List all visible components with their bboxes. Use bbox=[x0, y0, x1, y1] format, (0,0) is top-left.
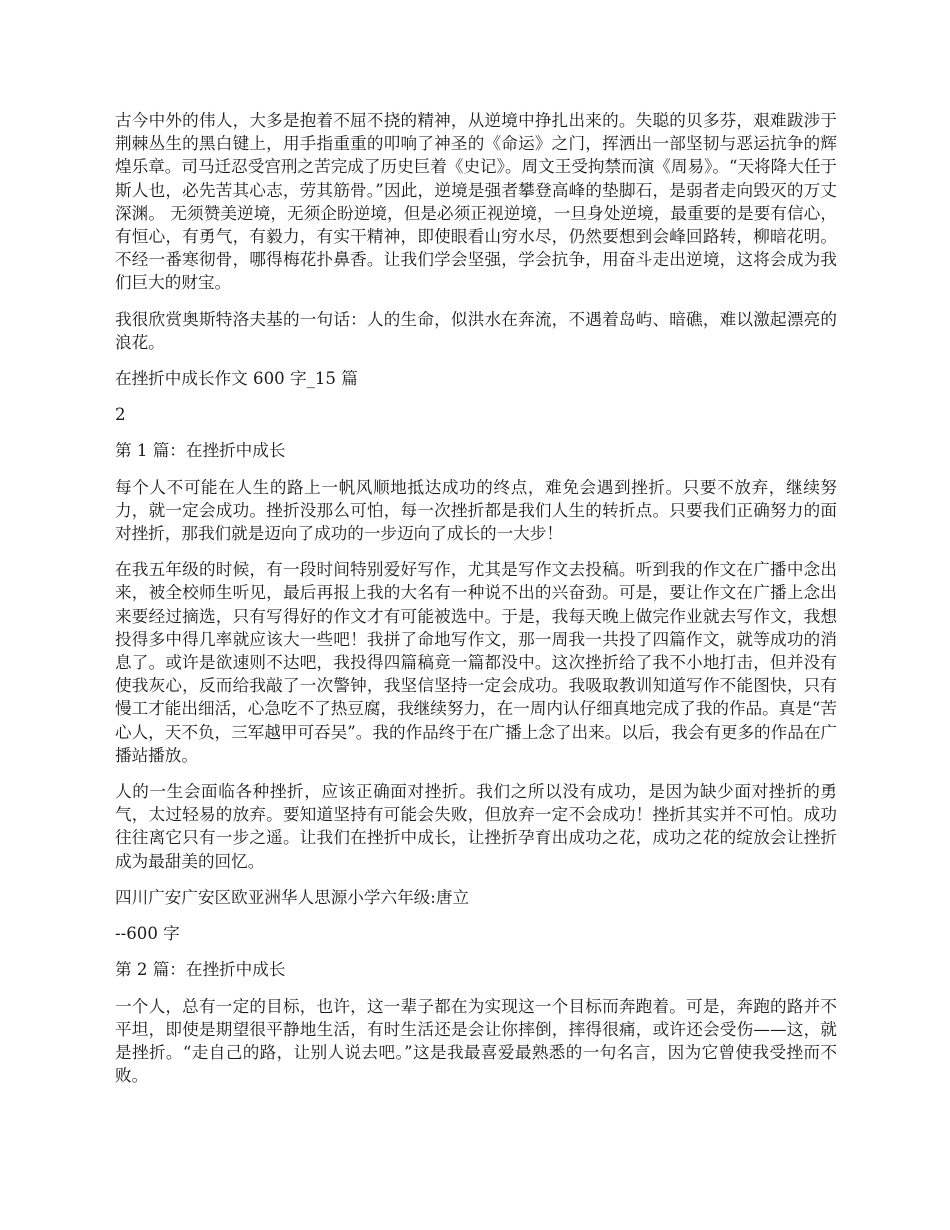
essay-1-heading: 第 1 篇：在挫折中成长 bbox=[115, 441, 286, 461]
collection-title: 在挫折中成长作文 600 字_15 篇 bbox=[115, 369, 358, 389]
essay-1-paragraph-1: 每个人不可能在人生的路上一帆风顺地抵达成功的终点，难免会遇到挫折。只要不放弃，继续努力，就一定会成功。挫折没那么可怕，每一次挫折都是我们人生的转折点。只要我们正确努力的面对挫折，那我们就是迈向了成功的一步迈向了成长的一大步！ bbox=[115, 477, 837, 544]
essay-1-paragraph-3: 人的一生会面临各种挫折，应该正确面对挫折。我们之所以没有成功，是因为缺少面对挫折的勇气，太过轻易的放弃。要知道坚持有可能会失败，但放弃一定不会成功！挫折其实并不可怕。成功往往离它只有一步之遥。让我们在挫折中成长，让挫折孕育出成功之花，成功之花的绽放会让挫折成为最甜美的回忆。 bbox=[115, 782, 837, 871]
essay-1-paragraph-2: 在我五年级的时候，有一段时间特别爱好写作，尤其是写作文去投稿。听到我的作文在广播中念出来，被全校师生听见，最后再报上我的大名有一种说不出的兴奋劲。可是，要让作文在广播上念出来要经过摘选，只有写得好的作文才有可能被选中。于是，我每天晚上做完作业就去写作文，我想投得多中得几率就应该大一些吧！我拼了命地写作文，那一周我一共投了四篇作文，就等成功的消息了。或许是欲速则不达吧，我投得四篇稿竟一篇都没中。这次挫折给了我不小地打击，但并没有使我灰心，反而给我敲了一次警钟，我坚信坚持一定会成功。我吸取教训知道写作不能图快，只有慢工才能出细活，心急吃不了热豆腐，我继续努力，在一周内认仔细真地完成了我的作品。真是“苦心人，天不负，三军越甲可吞吴”。我的作品终于在广播上念了出来。以后，我会有更多的作品在广播站播放。 bbox=[115, 560, 838, 765]
page-number: 2 bbox=[115, 405, 126, 425]
essay-2-heading: 第 2 篇：在挫折中成长 bbox=[115, 960, 286, 980]
essay-2-paragraph-1: 一个人，总有一定的目标，也许，这一辈子都在为实现这一个目标而奔跑着。可是，奔跑的路并不平坦，即使是期望很平静地生活，有时生活还是会让你摔倒，摔得很痛，或许还会受伤——这，就是挫折。“走自己的路，让别人说去吧。”这是我最喜爱最熟悉的一句名言，因为它曾使我受挫而不败。 bbox=[115, 996, 837, 1086]
paragraph-intro-adversity: 古今中外的伟人，大多是抱着不屈不挠的精神，从逆境中挣扎出来的。失聪的贝多芬，艰难跋涉于荆棘丛生的黑白键上，用手指重重的叩响了神圣的《命运》之门，挥洒出一部坚韧与恶运抗争的辉煌乐章。司马迁忍受宫刑之苦完成了历史巨着《史记》。周文王受拘禁而演《周易》。“天将降大任于斯人也，必先苦其心志，劳其筋骨。”因此，逆境是强者攀登高峰的垫脚石，是弱者走向毁灭的万丈深渊。 无须赞美逆境，无须企盼逆境，但是必须正视逆境，一旦身处逆境，最重要的是要有信心，有恒心，有勇气，有毅力，有实干精神，即使眼看山穷水尽，仍然要想到会峰回路转，柳暗花明。 不经一番寒彻骨，哪得梅花扑鼻香。让我们学会坚强，学会抗争，用奋斗走出逆境，这将会成为我们巨大的财宝。 bbox=[115, 111, 838, 293]
essay-1-author: 四川广安广安区欧亚洲华人思源小学六年级:唐立 bbox=[115, 887, 470, 907]
paragraph-quote-ostrovsky: 我很欣赏奥斯特洛夫基的一句话：人的生命，似洪水在奔流，不遇着岛屿、暗礁，难以激起漂亮的浪花。 bbox=[115, 309, 837, 352]
document-body bbox=[115, 109, 837, 1100]
essay-1-word-count: --600 字 bbox=[115, 924, 180, 944]
